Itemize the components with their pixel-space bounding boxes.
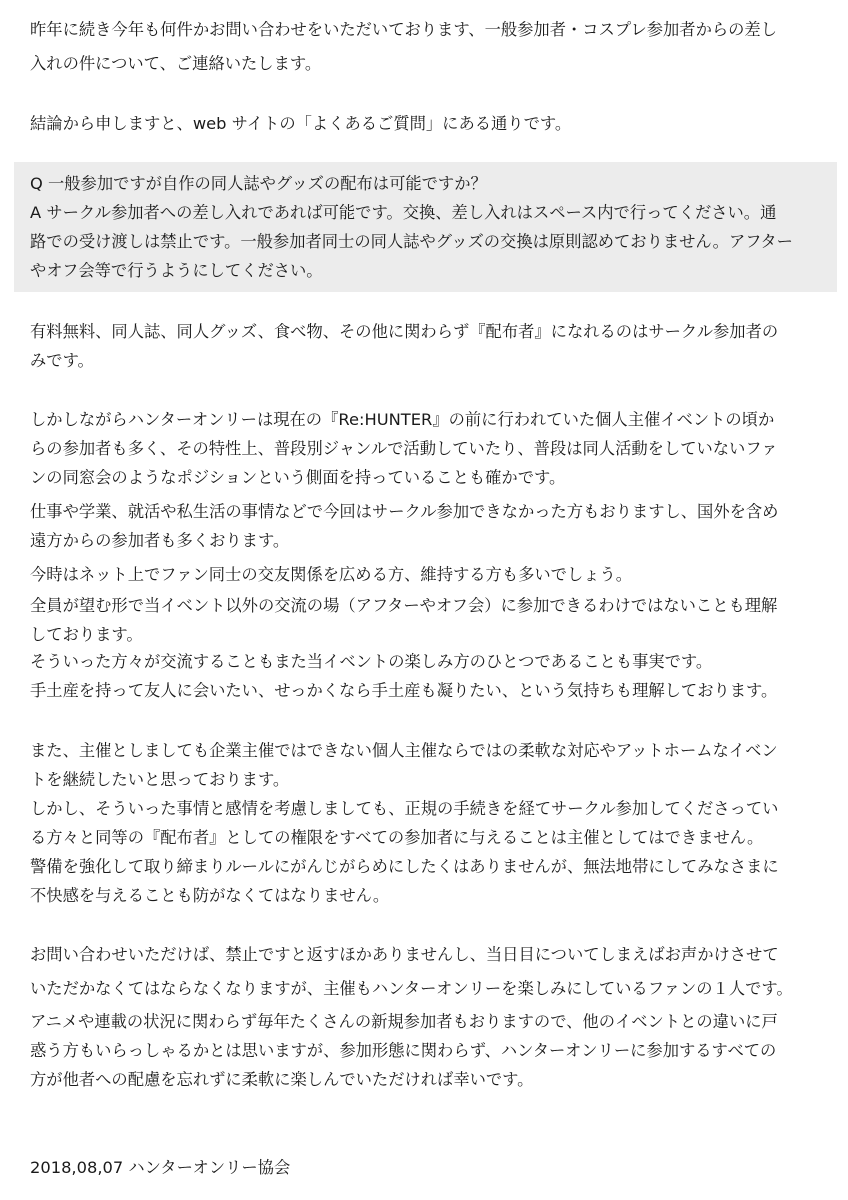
- organizer-line-1: また、主催としましても企業主催ではできない個人主催ならではの柔軟な対応やアットホームなイベン: [30, 741, 778, 760]
- faq-answer-line-1: A サークル参加者への差し入れであれば可能です。交換、差し入れはスペース内で行ってください。通: [30, 203, 777, 222]
- organizer-line-4: る方々と同等の『配布者』としての権限をすべての参加者に与えることは主催としてはできません。: [30, 828, 764, 847]
- background-line-5: 遠方からの参加者も多くおります。: [30, 531, 290, 550]
- background-line-10: 手土産を持って友人に会いたい、せっかくなら手土産も凝りたい、という気持ちも理解しております。: [30, 681, 778, 700]
- organizer-line-3: しかし、そういった事情と感情を考慮しましても、正規の手続きを経てサークル参加してくださってい: [30, 799, 779, 818]
- closing-line-3: アニメや連載の状況に関わらず毎年たくさんの新規参加者もおりますので、他のイベントとの違いに戸: [30, 1012, 778, 1031]
- conclusion-line: 結論から申しますと、web サイトの「よくあるご質問」にある通りです。: [30, 114, 572, 133]
- organizer-line-6: 不快感を与えることも防がなくてはなりません。: [30, 886, 390, 905]
- intro-line-2: 入れの件について、ご連絡いたします。: [30, 54, 322, 73]
- background-line-6: 今時はネット上でファン同士の交友関係を広める方、維持する方も多いでしょう。: [30, 565, 633, 584]
- background-line-4: 仕事や学業、就活や私生活の事情などで今回はサークル参加できなかった方もおりますし、国外を含め: [30, 502, 779, 521]
- distributor-line-1: 有料無料、同人誌、同人グッズ、食べ物、その他に関わらず『配布者』になれるのはサークル参加者の: [30, 322, 779, 341]
- background-line-3: ンの同窓会のようなポジションという側面を持っていることも確かです。: [30, 468, 566, 487]
- background-line-7: 全員が望む形で当イベント以外の交流の場（アフターやオフ会）に参加できるわけではないことも理解: [30, 596, 778, 615]
- closing-line-2: いただかなくてはならなくなりますが、主催もハンターオンリーを楽しみにしているファンの１人です。: [30, 979, 793, 998]
- closing-line-1: お問い合わせいただけば、禁止ですと返すほかありませんし、当日目についてしまえばお声かけさせて: [30, 945, 779, 964]
- faq-answer-line-3: やオフ会等で行うようにしてください。: [30, 261, 323, 280]
- background-line-8: しております。: [30, 625, 143, 644]
- faq-question: Q 一般参加ですが自作の同人誌やグッズの配布は可能ですか？: [30, 174, 487, 193]
- background-line-9: そういった方々が交流することもまた当イベントの楽しみ方のひとつであることも事実です。: [30, 652, 713, 671]
- distributor-line-2: みです。: [30, 351, 94, 370]
- intro-line-1: 昨年に続き今年も何件かお問い合わせをいただいております、一般参加者・コスプレ参加者からの差し: [30, 20, 777, 39]
- organizer-line-2: トを継続したいと思っております。: [30, 770, 290, 789]
- background-line-1: しかしながらハンターオンリーは現在の『Re:HUNTER』の前に行われていた個人主催イベントの頃か: [30, 410, 775, 429]
- closing-line-5: 方が他者への配慮を忘れずに柔軟に楽しんでいただければ幸いです。: [30, 1070, 534, 1089]
- faq-answer-line-2: 路での受け渡しは禁止です。一般参加者同士の同人誌やグッズの交換は原則認めておりません。アフター: [30, 232, 793, 251]
- closing-line-4: 惑う方もいらっしゃるかとは思いますが、参加形態に関わらず、ハンターオンリーに参加するすべての: [30, 1041, 777, 1060]
- organizer-line-5: 警備を強化して取り締まりルールにがんじがらめにしたくはありませんが、無法地帯にしてみなさまに: [30, 857, 779, 876]
- signature: 2018,08,07 ハンターオンリー協会: [30, 1158, 291, 1177]
- background-line-2: らの参加者も多く、その特性上、普段別ジャンルで活動していたり、普段は同人活動をしていないファ: [30, 439, 778, 458]
